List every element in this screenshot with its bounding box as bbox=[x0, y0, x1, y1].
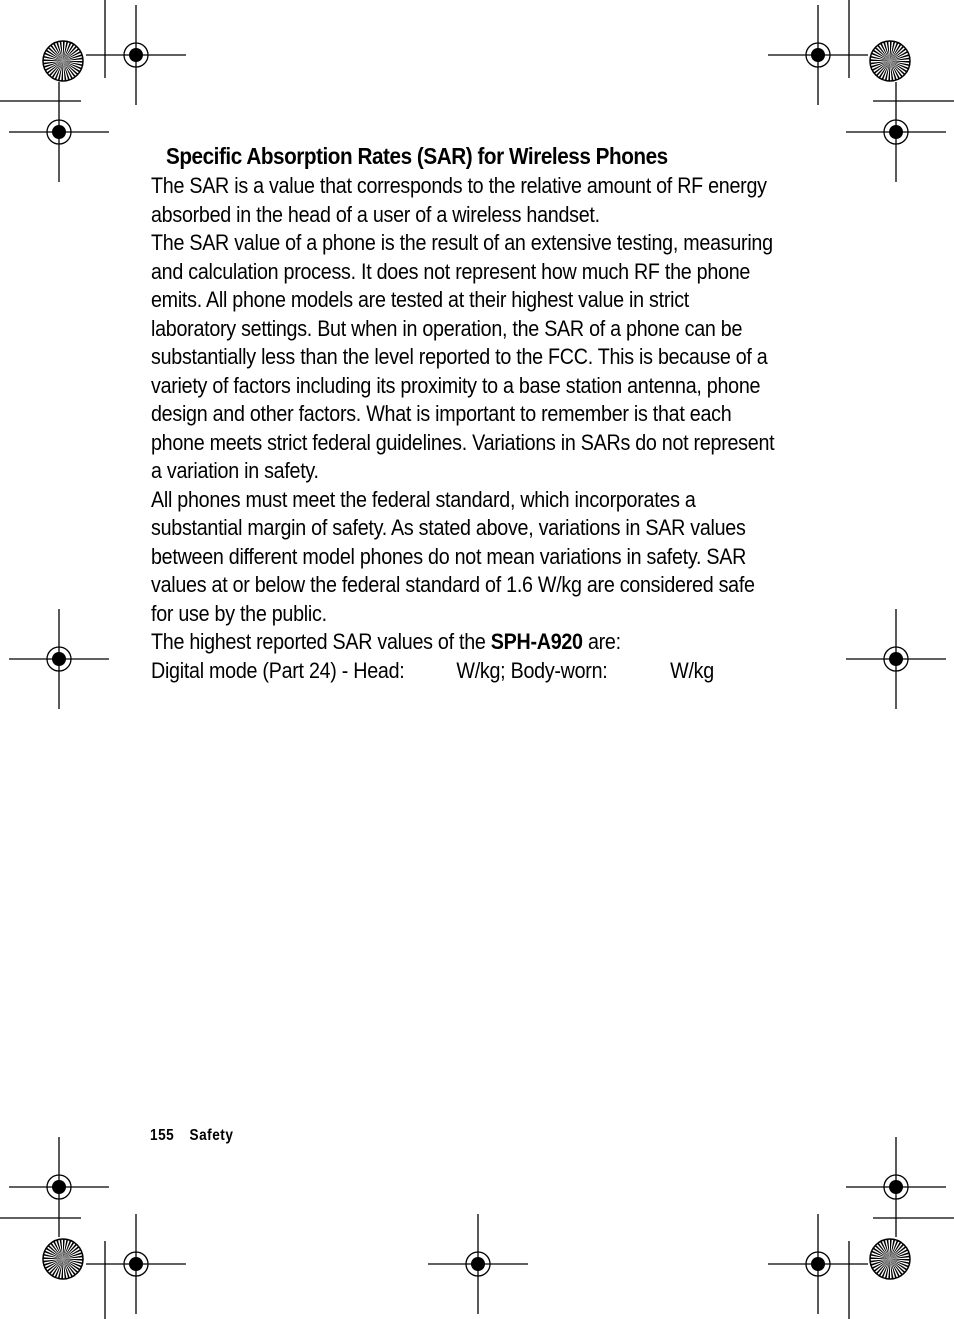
star-registration-mark bbox=[870, 41, 910, 81]
page-footer bbox=[150, 1126, 233, 1146]
star-registration-mark bbox=[43, 1239, 83, 1279]
star-registration-mark bbox=[870, 1239, 910, 1279]
head-unit-label: W/kg; Body-worn: bbox=[456, 657, 608, 683]
paragraph-federal-standard: All phones must meet the federal standard, which incorporates a substantial margin of safety. As stated above, variations in SAR values between different model phones do not mean variations in safety. SAR values at or below the federal standard of 1.6 W/kg are considered safe for use by the public. bbox=[151, 486, 755, 626]
paragraph-highest-sar bbox=[151, 628, 778, 657]
page-heading: Specific Absorption Rates (SAR) for Wireless Phones bbox=[166, 143, 668, 169]
paragraph-sar-definition: The SAR is a value that corresponds to the relative amount of RF energy absorbed in the head of a user of a wireless handset. bbox=[151, 173, 767, 227]
sar-values-line bbox=[151, 657, 778, 686]
phone-model: SPH-A920 bbox=[490, 629, 583, 654]
body-unit-label: W/kg bbox=[670, 657, 714, 683]
star-registration-mark bbox=[43, 41, 83, 81]
page-number: 155 bbox=[150, 1127, 175, 1144]
highest-sar-suffix: are: bbox=[582, 629, 621, 654]
body-text bbox=[151, 172, 778, 685]
highest-sar-intro: The highest reported SAR values of the bbox=[151, 629, 491, 654]
section-name: Safety bbox=[189, 1127, 234, 1144]
paragraph-sar-testing: The SAR value of a phone is the result of an extensive testing, measuring and calculation process. It does not represent how much RF the phone emits. All phone models are tested at their highest value in strict laboratory settings. But when in operation, the SAR of a phone can be substantially less than the level reported to the FCC. This is because of a variety of factors including its proximity to a base station antenna, phone design and other factors. What is important to remember is that each phone meets strict federal guidelines. Variations in SARs do not represent a variation in safety. bbox=[151, 230, 775, 483]
sar-mode-label: Digital mode (Part 24) - Head: bbox=[151, 657, 405, 683]
